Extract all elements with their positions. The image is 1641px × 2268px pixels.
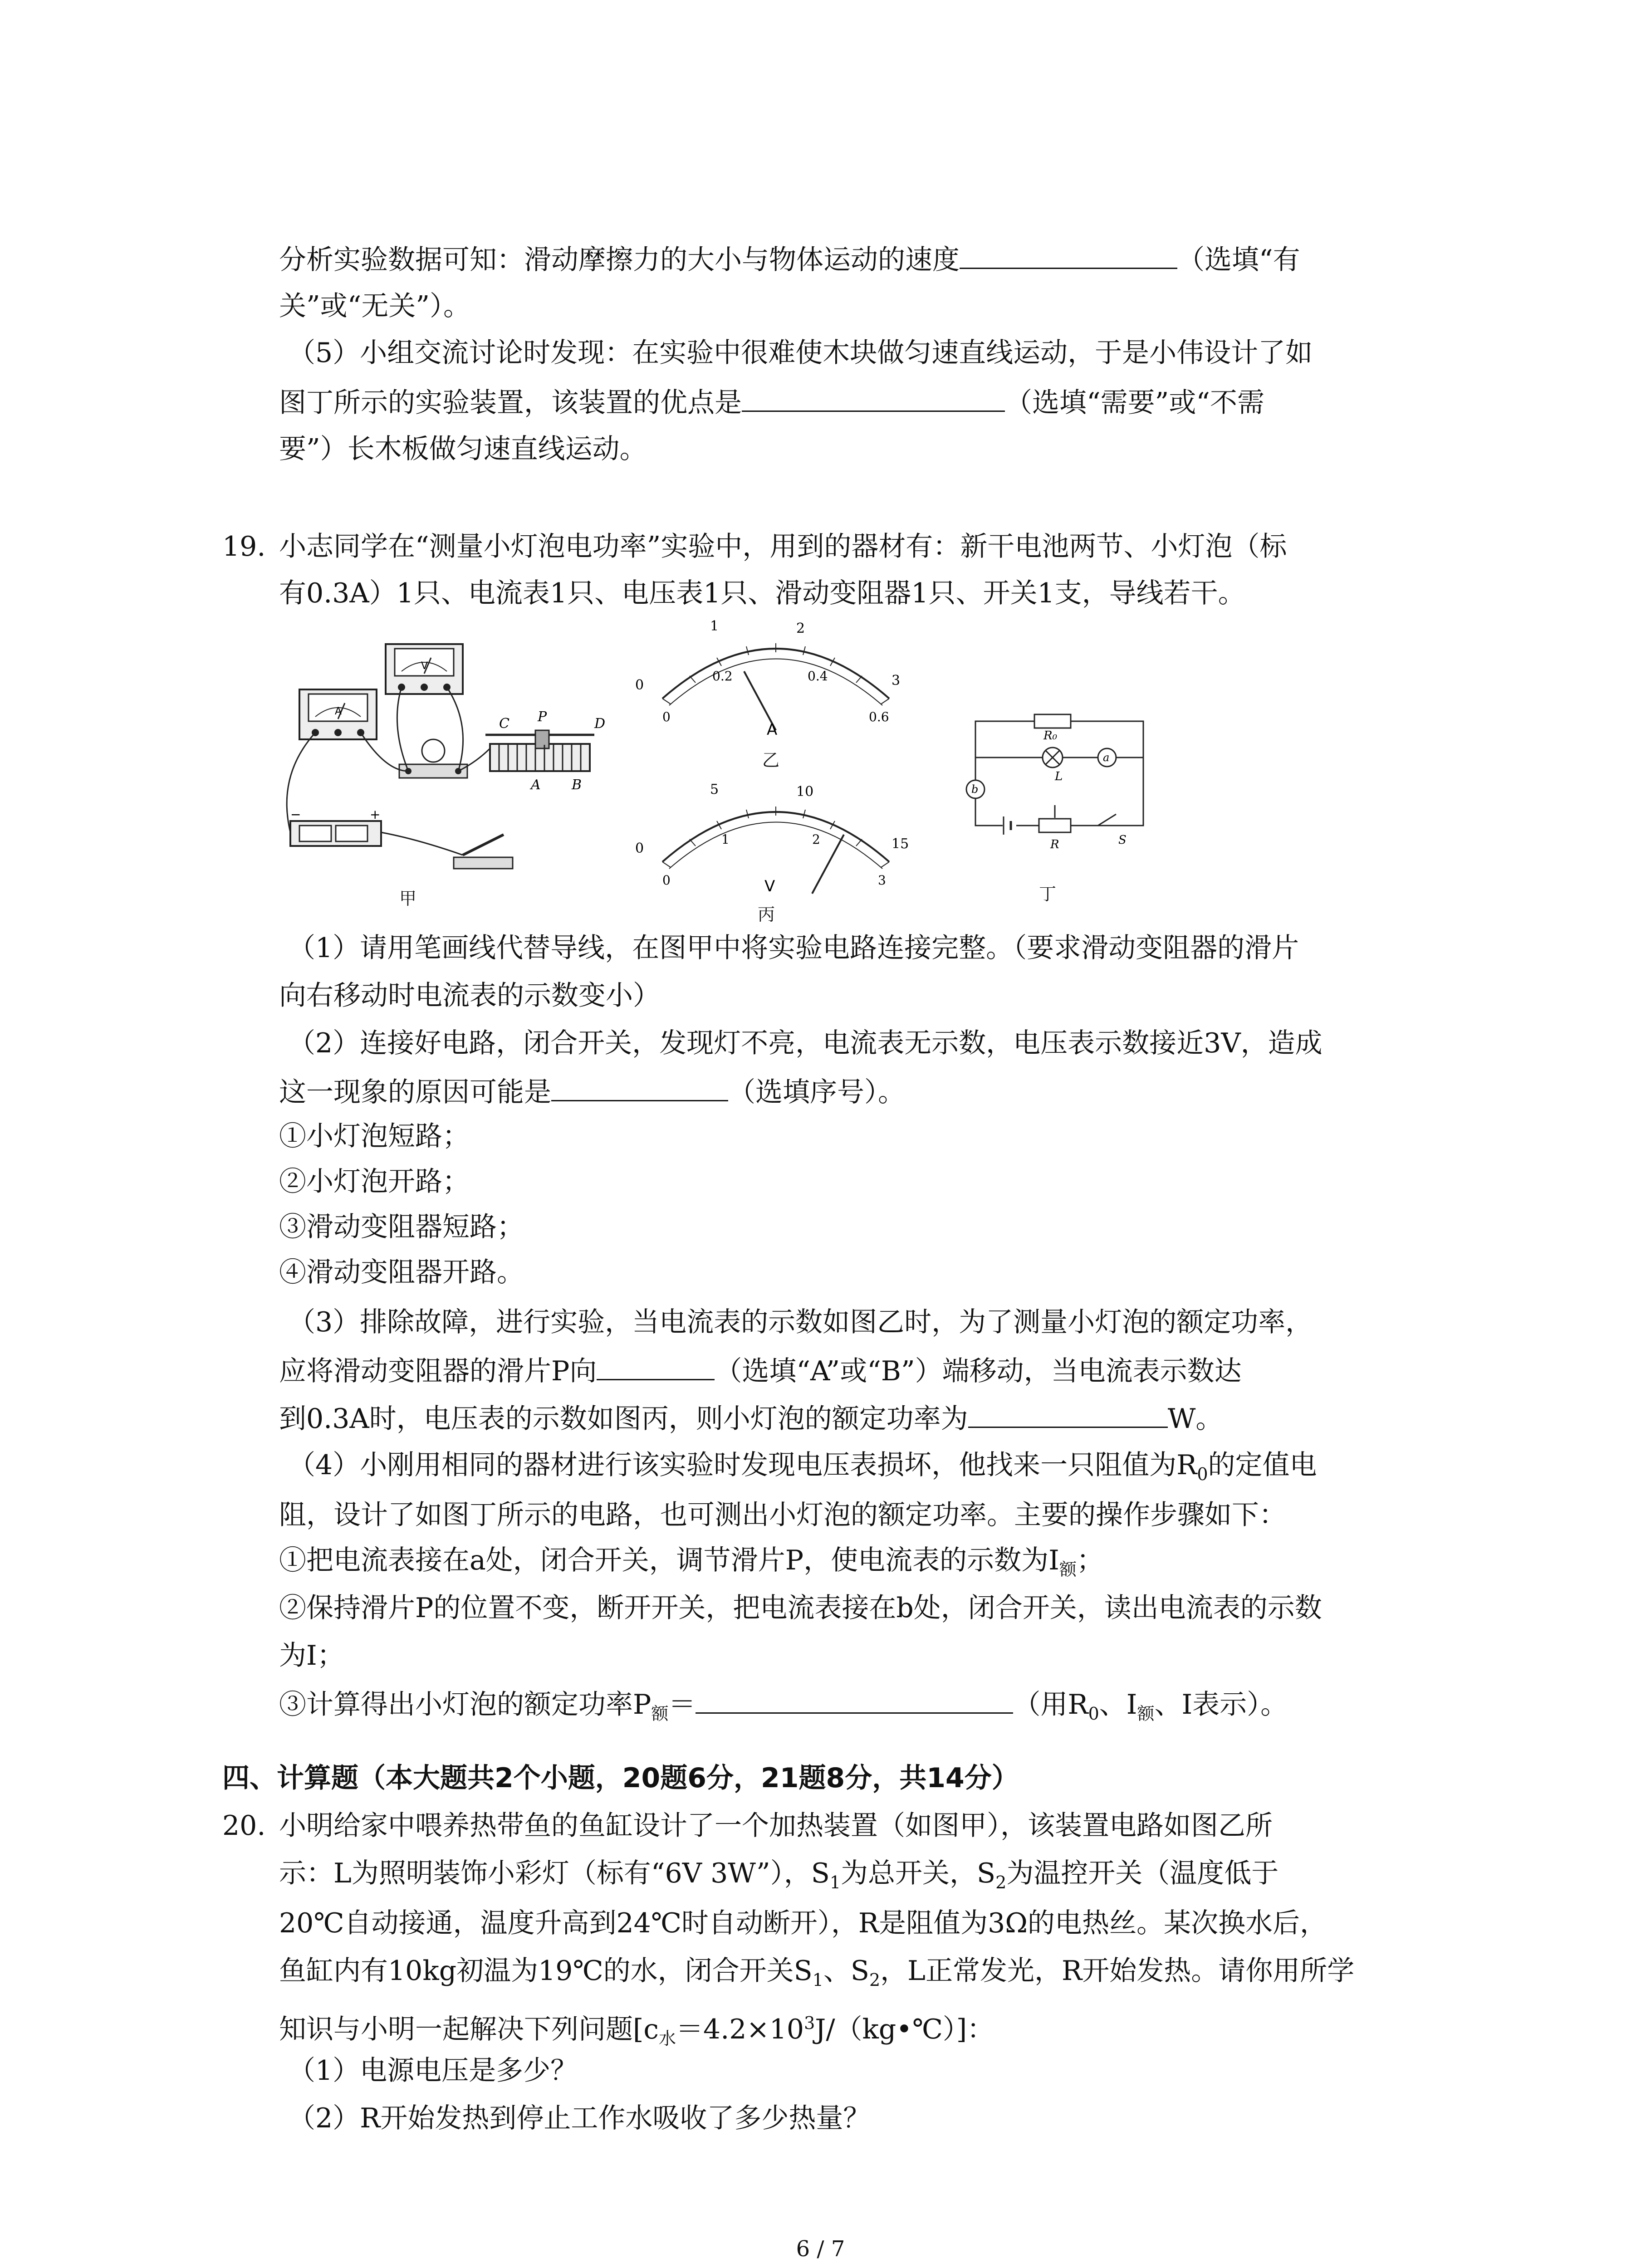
ammeter-tick-label: 0: [662, 709, 671, 724]
line-text: （2）R开始发热到停止工作水吸收了多少热量？: [288, 2102, 871, 2134]
bulb-on-base: [399, 739, 467, 778]
line-text: 知识与小明一起解决下列问题[c: [279, 2014, 659, 2045]
line-text: 应将滑动变阻器的滑片P向: [279, 1355, 597, 1387]
line-text: 的定值电: [1208, 1449, 1317, 1481]
answer-blank[interactable]: [968, 1399, 1168, 1428]
ammeter-tick-label: 0: [635, 677, 644, 693]
line-text: 、S: [823, 1955, 869, 1987]
text-line-1: [279, 240, 1300, 278]
line-text: （选填“需要”或“不需: [1005, 387, 1265, 419]
svg-text:D: D: [594, 716, 606, 732]
line-text: 20℃自动接通，温度升高到24℃时自动断开），R是阻值为3Ω的电热丝。某次换水后，: [279, 1907, 1327, 1939]
line-text: （用R: [1013, 1689, 1088, 1721]
voltmeter-tick-label: 0: [635, 841, 644, 856]
superscript: 3: [804, 2013, 815, 2033]
subscript: 2: [995, 1872, 1007, 1892]
line-text: 为I；: [279, 1640, 344, 1672]
step-2-line-2: [279, 1637, 344, 1674]
ammeter-tick-label: 0.2: [712, 669, 733, 684]
svg-text:C: C: [499, 716, 509, 732]
q20-line-2: [279, 1855, 1279, 1901]
line-text: 小明给家中喂养热带鱼的鱼缸设计了一个加热装置（如图甲），该装置电路如图乙所: [279, 1810, 1273, 1842]
subscript: 1: [829, 1872, 841, 1892]
line-text: 图丁所示的实验装置，该装置的优点是: [279, 387, 742, 419]
q19-p1-line-1: [288, 930, 1299, 966]
line-text: ②保持滑片P的位置不变，断开开关，把电流表接在b处，闭合开关，读出电流表的示数: [279, 1592, 1322, 1624]
ammeter-tick-label: 1: [710, 618, 719, 634]
q19-p3-line-1: [288, 1304, 1313, 1340]
line-text: 鱼缸内有10kg初温为19℃的水，闭合开关S: [279, 1955, 813, 1987]
voltmeter-device: [386, 644, 463, 694]
line-text: 有0.3A）1只、电流表1只、电压表1只、滑动变阻器1只、开关1支，导线若干。: [279, 577, 1245, 609]
svg-text:a: a: [1103, 751, 1110, 764]
figure-jia-apparatus: [272, 626, 635, 880]
voltmeter-tick-label: 15: [892, 836, 909, 852]
line-text: 阻，设计了如图丁所示的电路，也可测出小灯泡的额定功率。主要的操作步骤如下：: [279, 1499, 1286, 1531]
svg-text:A: A: [531, 777, 541, 793]
battery-device: [290, 807, 381, 846]
ammeter-tick-label: 0.6: [869, 709, 889, 724]
line-text: 小志同学在“测量小灯泡电功率”实验中，用到的器材有：新干电池两节、小灯泡（标: [279, 531, 1287, 562]
subscript: 额: [651, 1704, 669, 1724]
q20-part-1: [288, 2053, 578, 2089]
line-text: 示：L为照明装饰小彩灯（标有“6V 3W”），S: [279, 1857, 830, 1889]
line-text: ；: [1076, 1545, 1104, 1576]
q20-line-1: [279, 1808, 1273, 1844]
line-text: 为温控开关（温度低于: [1006, 1857, 1279, 1889]
voltmeter-tick-label: 10: [796, 784, 814, 800]
ammeter-tick-label: 3: [892, 673, 901, 689]
text-line-2: [279, 288, 470, 324]
subscript: 额: [1137, 1704, 1155, 1724]
option-4: [279, 1254, 524, 1290]
line-text: 为总开关，S: [841, 1857, 996, 1889]
line-text: 、I表示）。: [1154, 1689, 1288, 1721]
option-2: [279, 1163, 470, 1200]
voltmeter-tick-label: 1: [721, 832, 730, 847]
line-text: （4）小刚用相同的器材进行该实验时发现电压表损坏，他找来一只阻值为R: [288, 1449, 1197, 1481]
subscript: 额: [1059, 1559, 1077, 1579]
svg-text:V: V: [421, 660, 428, 672]
text-line-5: [279, 431, 647, 467]
line-text: 、I: [1099, 1689, 1137, 1721]
option-3: [279, 1209, 524, 1245]
line-text: （5）小组交流讨论时发现：在实验中很难使木块做匀速直线运动，于是小伟设计了如: [288, 337, 1313, 369]
voltmeter-symbol: V: [764, 877, 775, 895]
line-text: ②小灯泡开路；: [279, 1166, 470, 1198]
q19-p2-line-2: [279, 1073, 905, 1110]
figure-bing-voltmeter-dial: [631, 771, 921, 907]
figure-caption-jia: 甲: [399, 889, 417, 909]
line-text: ＝: [668, 1689, 696, 1721]
figure-yi-ammeter-dial: [631, 608, 921, 744]
line-text: ③滑动变阻器短路；: [279, 1211, 524, 1243]
line-text: 这一现象的原因可能是: [279, 1076, 551, 1108]
rheostat-device: [485, 709, 605, 793]
figure-caption-ding: 丁: [1039, 884, 1057, 904]
line-text: （选填“有: [1177, 244, 1300, 276]
line-text: 分析实验数据可知：滑动摩擦力的大小与物体运动的速度: [279, 244, 960, 276]
subscript: 2: [869, 1970, 881, 1990]
step-3: [279, 1685, 1288, 1732]
line-text: （选填序号）。: [728, 1076, 905, 1108]
svg-text:B: B: [572, 777, 582, 793]
figure-caption-bing: 丙: [758, 904, 775, 924]
question-number-20: 20.: [222, 1810, 266, 1842]
answer-blank[interactable]: [696, 1685, 1013, 1714]
step-2-line-1: [279, 1590, 1322, 1626]
line-text: （1）电源电压是多少？: [288, 2055, 578, 2087]
option-1: [279, 1118, 470, 1154]
line-text: 要”）长木板做匀速直线运动。: [279, 433, 647, 465]
question-number-19: 19.: [222, 531, 266, 562]
q20-line-5: [279, 2005, 994, 2057]
q20-line-4: [279, 1953, 1354, 1998]
line-text: 到0.3A时，电压表的示数如图丙，则小灯泡的额定功率为: [279, 1403, 968, 1435]
line-text: （1）请用笔画线代替导线，在图甲中将实验电路连接完整。（要求滑动变阻器的滑片: [288, 932, 1299, 964]
subscript: 0: [1088, 1704, 1099, 1724]
svg-text:b: b: [971, 783, 979, 796]
q19-p3-line-2: [279, 1352, 1242, 1389]
q19-p4-line-2: [279, 1497, 1286, 1533]
svg-text:L: L: [1055, 770, 1063, 783]
subscript: 水: [659, 2028, 676, 2048]
text-line-4: [279, 383, 1264, 421]
section-heading-4: 四、计算题（本大题共2个小题，20题6分，21题8分，共14分）: [222, 1762, 1019, 1794]
q19-line-1: [279, 528, 1287, 565]
voltmeter-tick-label: 0: [662, 873, 671, 888]
line-text: ③计算得出小灯泡的额定功率P: [279, 1689, 652, 1721]
svg-text:S: S: [1118, 833, 1127, 847]
line-text: ①把电流表接在a处，闭合开关，调节滑片P，使电流表的示数为I: [279, 1545, 1059, 1576]
q19-p3-line-3: [279, 1399, 1223, 1437]
svg-text:A: A: [335, 706, 342, 717]
svg-text:R: R: [1050, 838, 1059, 851]
ammeter-device: [299, 689, 377, 739]
figure-ding-circuit: [962, 708, 1161, 853]
step-1: [279, 1542, 1104, 1588]
line-text: W。: [1167, 1403, 1223, 1435]
line-text: ，L正常发光，R开始发热。请你用所学: [880, 1955, 1355, 1987]
voltmeter-tick-label: 3: [878, 873, 886, 888]
ammeter-symbol: A: [767, 721, 778, 739]
line-text: ④滑动变阻器开路。: [279, 1256, 524, 1288]
q20-line-3: [279, 1905, 1327, 1941]
ammeter-tick-label: 0.4: [808, 669, 828, 684]
svg-text:R₀: R₀: [1043, 729, 1057, 743]
voltmeter-tick-label: 2: [812, 832, 820, 847]
text-line-3: [288, 335, 1313, 371]
answer-blank[interactable]: [742, 383, 1005, 412]
line-text: （选填“A”或“B”）端移动，当电流表示数达: [715, 1355, 1242, 1387]
svg-text:+: +: [370, 807, 381, 822]
answer-blank[interactable]: [551, 1073, 728, 1101]
q19-p2-line-1: [288, 1025, 1323, 1061]
svg-text:P: P: [538, 709, 547, 725]
q19-line-2: [279, 575, 1245, 611]
q20-part-2: [288, 2100, 870, 2136]
svg-text:−: −: [290, 807, 301, 822]
voltmeter-tick-label: 5: [710, 782, 719, 797]
answer-blank[interactable]: [597, 1352, 715, 1380]
subscript: 0: [1197, 1464, 1208, 1484]
q19-p1-line-2: [279, 978, 660, 1014]
answer-blank[interactable]: [960, 240, 1177, 269]
line-text: （3）排除故障，进行实验，当电流表的示数如图乙时，为了测量小灯泡的额定功率，: [288, 1306, 1313, 1338]
line-text: 向右移动时电流表的示数变小）: [279, 980, 660, 1012]
line-text: ＝4.2×10: [676, 2014, 804, 2045]
line-text: 关”或“无关”）。: [279, 290, 471, 322]
q19-p4-line-1: [288, 1447, 1317, 1492]
page-number: 6 / 7: [796, 2236, 845, 2262]
ammeter-tick-label: 2: [796, 621, 805, 636]
switch-device: [454, 835, 513, 869]
line-text: （2）连接好电路，闭合开关，发现灯不亮，电流表无示数，电压表示数接近3V，造成: [288, 1027, 1323, 1059]
line-text: J/（kg•℃）]：: [815, 2014, 994, 2045]
subscript: 1: [812, 1970, 823, 1990]
figure-caption-yi: 乙: [762, 750, 780, 770]
line-text: ①小灯泡短路；: [279, 1120, 470, 1152]
